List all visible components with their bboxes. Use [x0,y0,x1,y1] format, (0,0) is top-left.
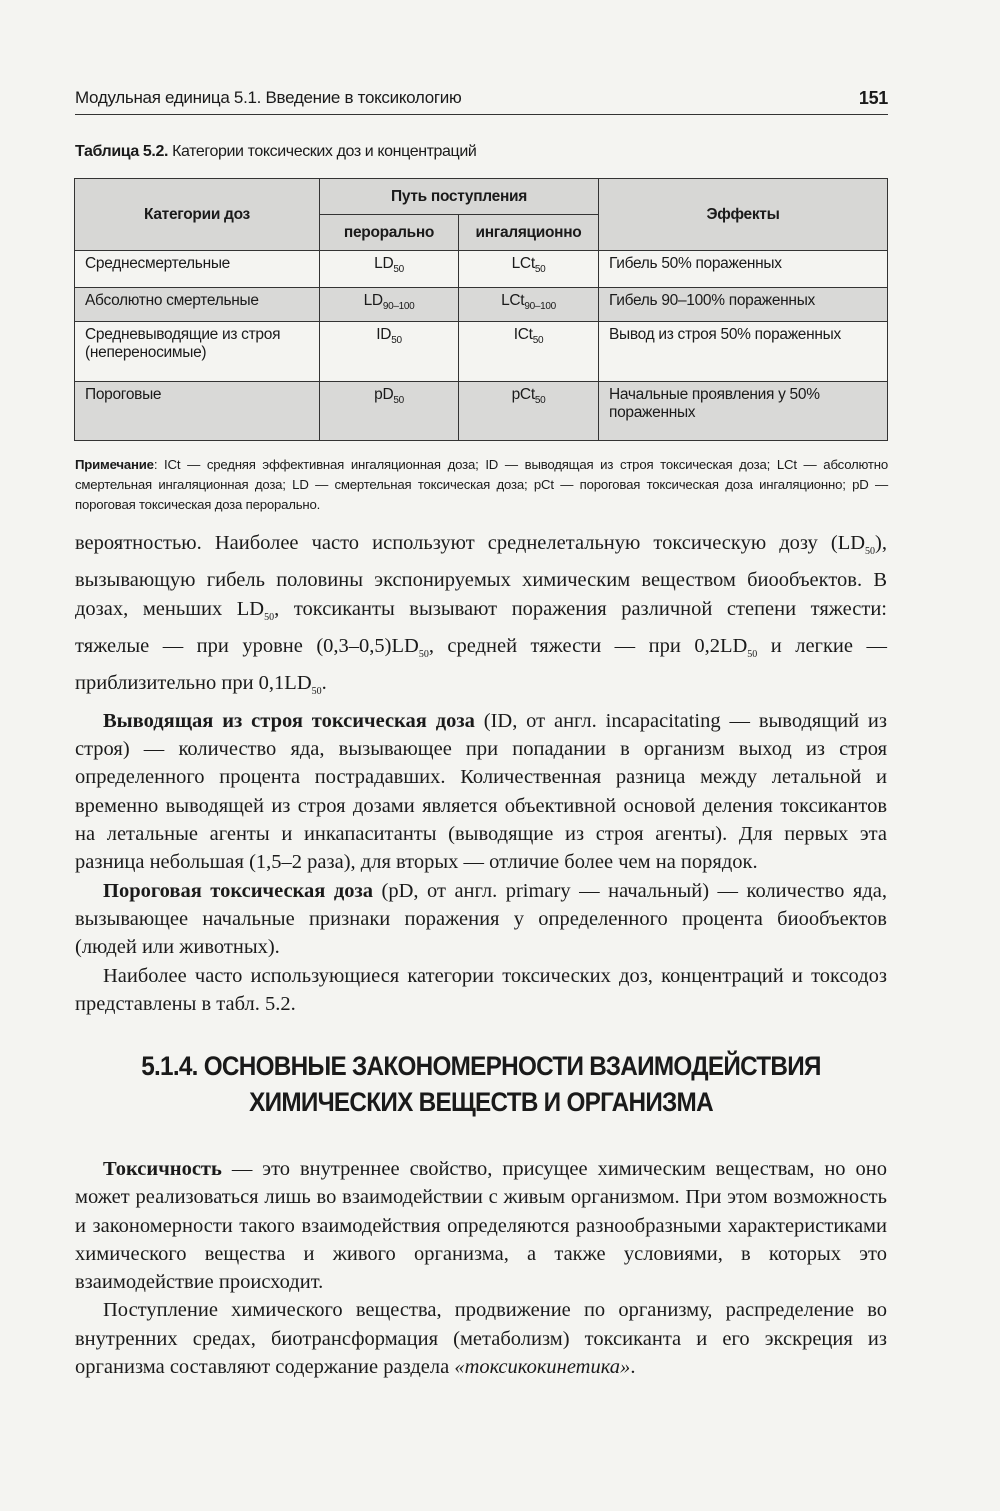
header-category: Категории доз [75,179,320,251]
table-note [75,455,888,515]
table-caption-text: Категории токсических доз и концентраций [168,143,477,160]
paragraph [75,962,887,1019]
note-label: Примечание [75,457,154,472]
cell-inhalation [459,251,599,288]
oral-symbol: LD [374,255,394,272]
paragraph [75,877,887,962]
text-run: Поступление химического вещества, продвижение по организму, распределение во внутренних средах, биотрансформация (метаболизм) токсиканта и его экскреция из организма составляют содержание раздела [75,1299,887,1379]
cell-effect: Гибель 50% пораженных [599,251,888,288]
cell-inhalation [459,288,599,322]
cell-category: Пороговые [75,382,320,441]
table-row [75,322,888,382]
oral-symbol: pD [374,386,394,403]
page-number: 151 [858,88,888,108]
table-caption [75,143,476,161]
oral-symbol: LD [363,292,383,309]
cell-inhalation [459,382,599,441]
note-text: : ICt — средняя эффективная ингаляционная доза; ID — выводящая из строя токсическая доза; LCt — абсолютно смертельная ингаляционная доза; LD — смертельная токсическая доза; pCt — пороговая токсическая доза ингаляционно; pD — пороговая токсическая доза перорально. [75,457,888,512]
inhalation-subscript: 90–100 [524,301,556,313]
paragraph [75,529,887,707]
oral-symbol: ID [376,326,392,343]
cell-category: Средневыводящие из строя (непереносимые) [75,322,320,382]
section-heading: 5.1.4. ОСНОВНЫЕ ЗАКОНОМЕРНОСТИ ВЗАИМОДЕЙСТВИЯ ХИМИЧЕСКИХ ВЕЩЕСТВ И ОРГАНИЗМА [141,1051,821,1117]
text-run: . [630,1356,636,1379]
term: Выводящая из строя токсическая доза [103,709,475,732]
inhalation-symbol: ICt [513,326,533,343]
subscript: 50 [264,611,275,623]
oral-subscript: 90–100 [382,301,415,313]
subscript: 50 [865,546,876,558]
running-header-title: Модульная единица 5.1. Введение в токсикологию [75,88,462,107]
cell-oral [320,251,459,288]
text-run: и легкие — приблизительно при 0,1LD [75,635,887,695]
text-run: . [321,672,327,695]
inhalation-symbol: pCt [511,386,535,403]
text-run: (ID, от англ. incapacitating — выводящий из строя) — количество яда, вызывающее при попадании в организм выход из строя определенного процента пострадавших. Количественная разница между летальной и временно выводящей из строя дозами является объективной основой деления токсикантов на летальные агенты и инкапаситанты (выводящие из строя агенты). Для первых эта разница небольшая (1,5–2 раза), для вторых — отличие более чем на порядок. [75,709,888,874]
paragraph [75,1155,887,1296]
text-run: «токсикокинетика» [454,1356,631,1379]
inhalation-subscript: 50 [534,264,546,276]
cell-oral [320,382,459,441]
table-row [75,382,888,441]
cell-oral [320,322,459,382]
inhalation-subscript: 50 [532,335,544,347]
table-caption-label: Таблица 5.2. [75,143,169,160]
subscript: 50 [311,686,322,698]
table-row [75,251,888,288]
cell-effect: Начальные проявления у 50% пораженных [599,382,888,441]
dose-categories-table [74,178,888,441]
text-run: ), вызывающую гибель половины экспонируемых химическим веществом биообъектов. В дозах, меньших LD [75,532,887,620]
cell-inhalation [459,322,599,382]
oral-subscript: 50 [393,264,404,276]
text-run: вероятностью. Наиболее часто используют среднелетальную токсическую дозу (LD [75,532,866,554]
inhalation-subscript: 50 [534,395,546,407]
cell-effect: Вывод из строя 50% пораженных [599,322,888,382]
text-run: (pD, от англ. primary — начальный) — количество яда, вызывающее начальные признаки поражения у определенного процента биообъектов (людей или животных). [75,879,887,959]
body-text-1 [75,529,887,1018]
term: Токсичность [103,1158,222,1180]
table-row [75,288,888,322]
header-effects: Эффекты [599,179,888,251]
header-inhalation: ингаляционно [459,215,599,251]
subscript: 50 [747,649,758,661]
header-route: Путь поступления [320,179,599,215]
oral-subscript: 50 [391,335,402,347]
running-header [75,88,888,115]
inhalation-symbol: LCt [511,255,535,272]
cell-category: Абсолютно смертельные [75,288,320,322]
oral-subscript: 50 [393,395,404,407]
cell-oral [320,288,459,322]
text-run: , средней тяжести — при 0,2LD [428,635,748,658]
body-text-2 [75,1155,887,1381]
inhalation-symbol: LCt [501,292,525,309]
text-run: , токсиканты вызывают поражения различной степени тяжести: тяжелые — при уровне (0,3–0,5)LD [75,597,887,658]
cell-category: Среднесмертельные [75,251,320,288]
paragraph [75,1296,887,1381]
text-run: Наиболее часто использующиеся категории токсических доз, концентраций и токсодоз представлены в табл. 5.2. [75,964,887,1015]
paragraph [75,707,887,877]
cell-effect: Гибель 90–100% пораженных [599,288,888,322]
subscript: 50 [418,649,429,661]
header-oral: перорально [320,215,459,251]
term: Пороговая токсическая доза [103,879,374,902]
text-run: — это внутреннее свойство, присущее химическим веществам, но оно может реализоваться лишь во взаимодействии с живым организмом. При этом возможность и закономерности такого взаимодействия определяются разнообразными характеристиками химического вещества и живого организма, а также условиями, в которых это взаимодействие происходит. [75,1158,887,1294]
